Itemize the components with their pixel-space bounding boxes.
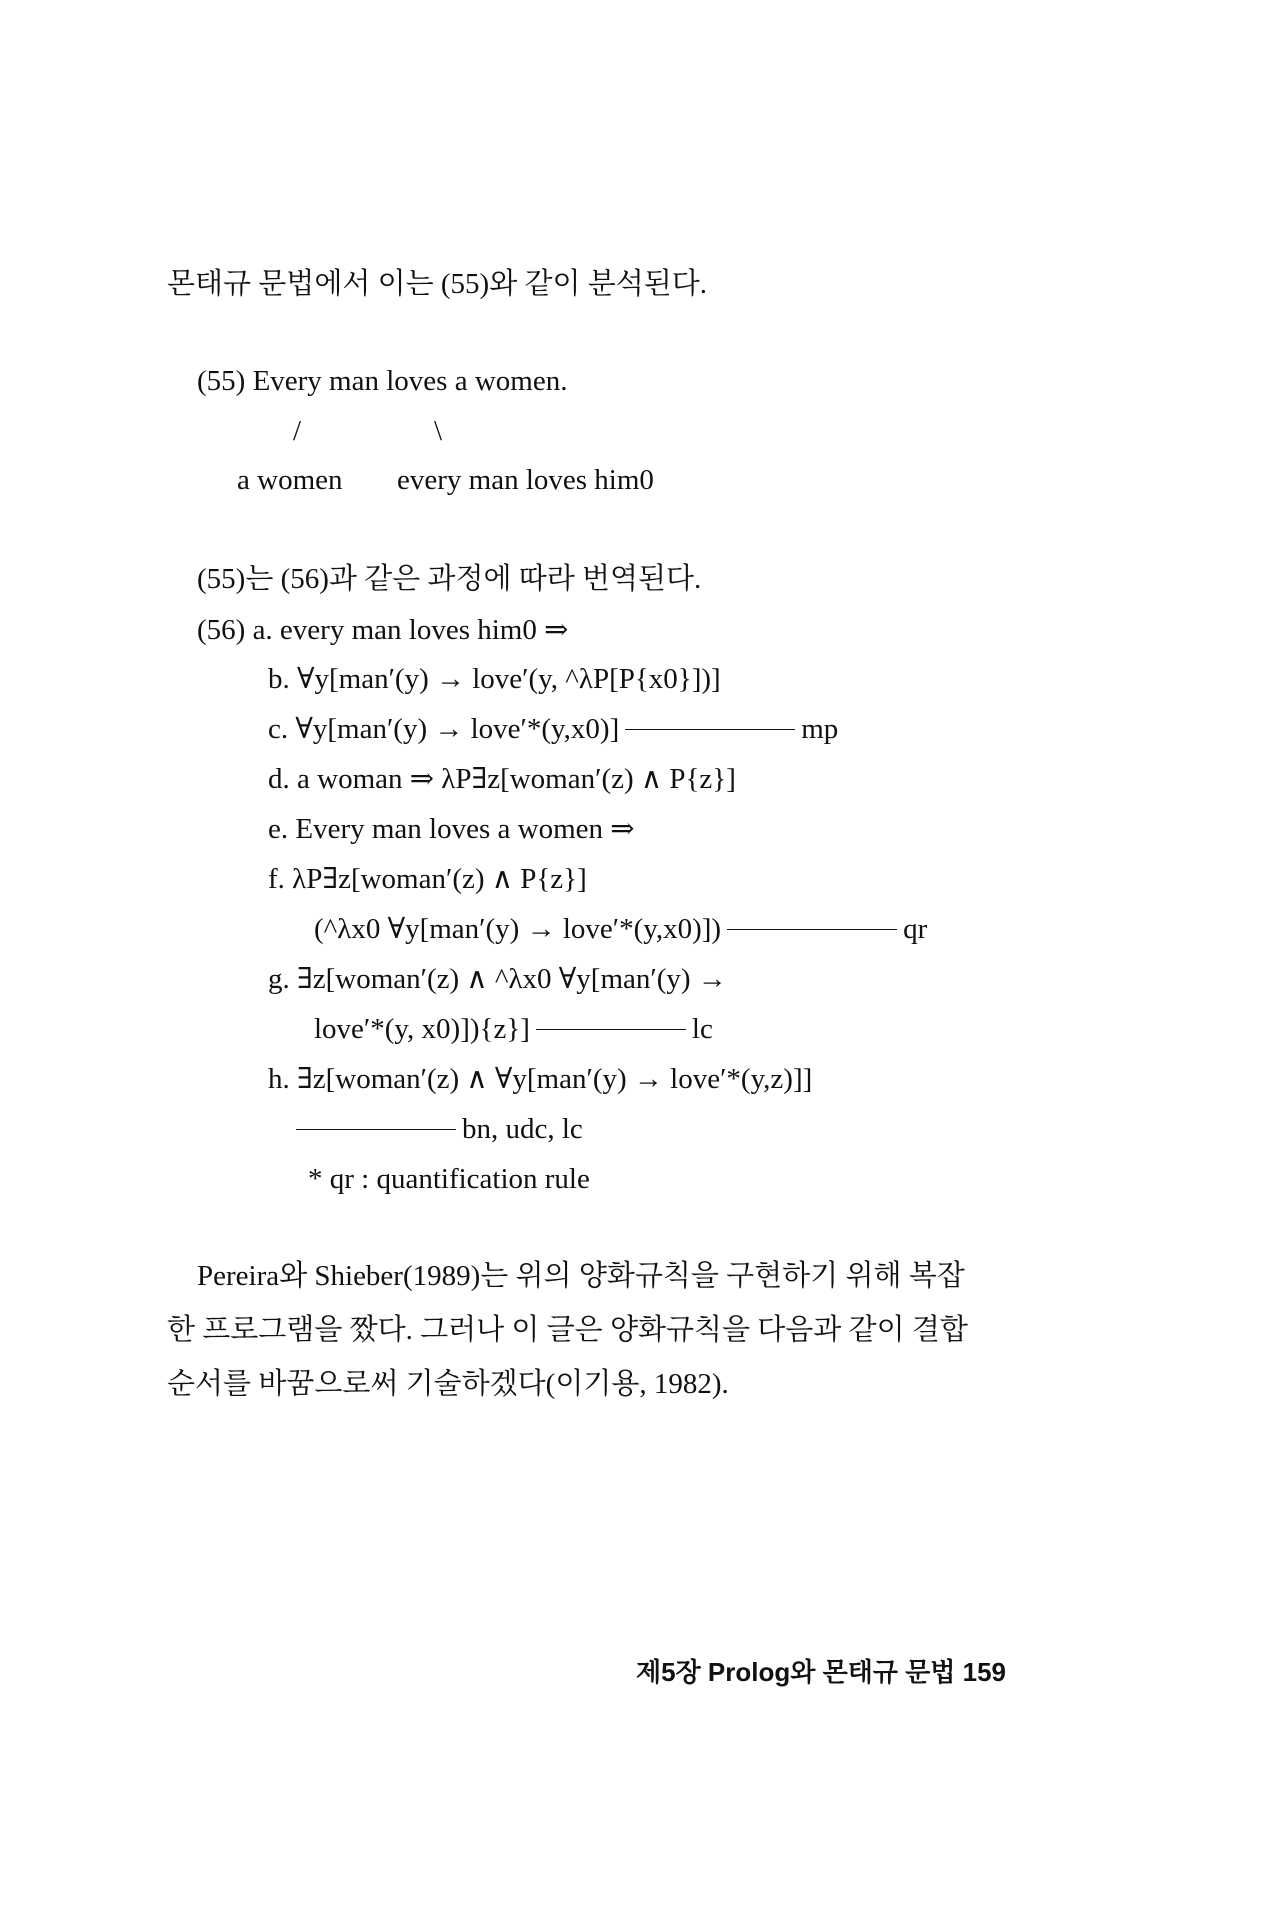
example-56-g: g. ∃z[woman′(z) ∧ ^λx0 ∀y[man′(y) →: [268, 963, 727, 995]
tree-branch-left: a women: [237, 464, 343, 496]
example-56-h-continuation: [296, 1109, 583, 1149]
paragraph-line-3: 순서를 바꿈으로써 기술하겠다(이기용, 1982).: [167, 1368, 729, 1400]
translation-intro: (55)는 (56)과 같은 과정에 따라 번역된다.: [197, 563, 702, 595]
paragraph-line-2: 한 프로그램을 짰다. 그러나 이 글은 양화규칙을 다음과 같이 결합: [167, 1314, 968, 1346]
tree-slash-right: \: [434, 415, 443, 447]
rule-tag-qr: qr: [903, 913, 928, 945]
footnote-qr: * qr : quantification rule: [308, 1163, 590, 1195]
example-56-f: f. λP∃z[woman′(z) ∧ P{z}]: [268, 863, 587, 895]
derivation-rule-line: [296, 1129, 456, 1130]
derivation-rule-line: [727, 929, 897, 930]
rule-tag-bn-udc-lc: bn, udc, lc: [462, 1113, 583, 1145]
derivation-rule-line: [625, 729, 795, 730]
example-56-e: e. Every man loves a women ⇒: [268, 813, 635, 845]
paragraph-line-1: Pereira와 Shieber(1989)는 위의 양화규칙을 구현하기 위해 복잡: [197, 1260, 965, 1292]
example-56-d: d. a woman ⇒ λP∃z[woman′(z) ∧ P{z}]: [268, 763, 736, 795]
example-56-a: (56) a. every man loves him0 ⇒: [197, 614, 569, 646]
example-56-c-formula: c. ∀y[man′(y) → love′*(y,x0)]: [268, 713, 620, 745]
page-footer: 제5장 Prolog와 몬태규 문법 159: [636, 1657, 1006, 1687]
example-55-sentence: (55) Every man loves a women.: [197, 365, 568, 397]
rule-tag-lc: lc: [691, 1013, 713, 1045]
tree-slash-left: /: [293, 415, 302, 447]
example-56-h: h. ∃z[woman′(z) ∧ ∀y[man′(y) → love′*(y,z)]]: [268, 1063, 813, 1095]
example-56-c: [268, 709, 838, 749]
example-56-f-continuation: [314, 909, 927, 949]
derivation-rule-line: [536, 1029, 686, 1030]
tree-branch-right: every man loves him0: [397, 464, 654, 496]
example-56-g-continuation: [314, 1009, 713, 1049]
rule-tag-mp: mp: [801, 713, 839, 745]
example-56-f2-formula: (^λx0 ∀y[man′(y) → love′*(y,x0)]): [314, 913, 722, 945]
example-56-b: b. ∀y[man′(y) → love′(y, ^λP[P{x0}])]: [268, 663, 721, 695]
intro-sentence: 몬태규 문법에서 이는 (55)와 같이 분석된다.: [167, 268, 708, 300]
example-56-g2-formula: love′*(y, x0)]){z}]: [314, 1013, 530, 1045]
